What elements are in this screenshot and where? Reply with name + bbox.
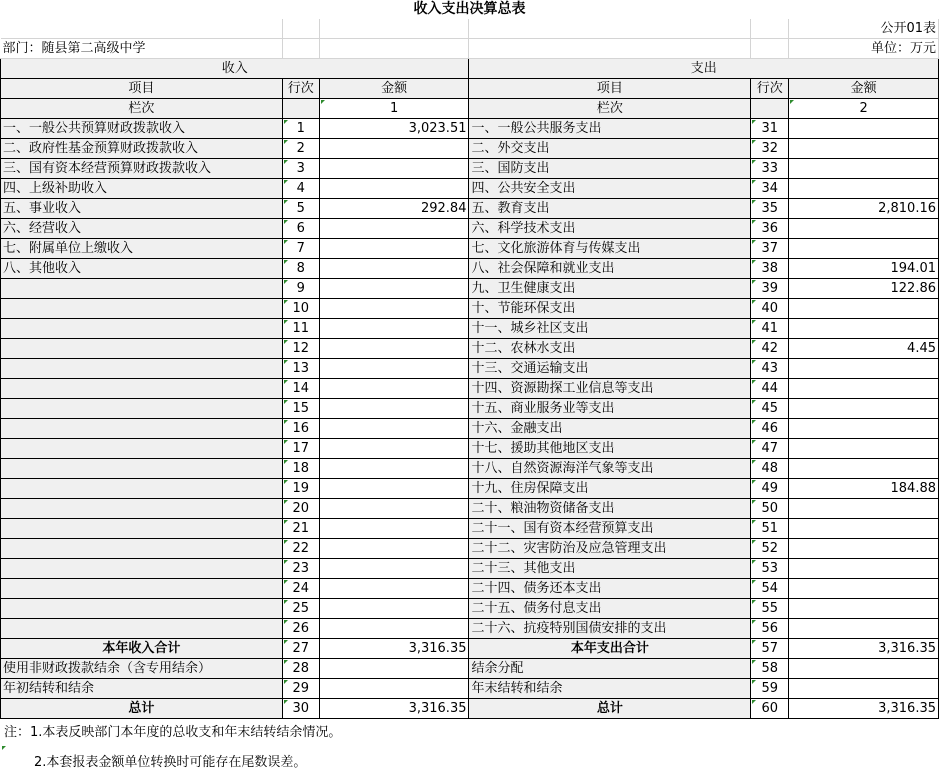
expense-row-no: 48 (751, 459, 789, 479)
expense-item: 二十二、灾害防治及应急管理支出 (469, 539, 751, 559)
income-item: 一、一般公共预算财政拨款收入 (1, 119, 283, 139)
income-amount (319, 159, 469, 179)
table-row (1, 159, 939, 179)
income-amount (319, 399, 469, 419)
expense-item: 十三、交通运输支出 (469, 359, 751, 379)
expense-row-no: 41 (751, 319, 789, 339)
income-amount (319, 559, 469, 579)
income-item (1, 299, 283, 319)
expense-amount: 194.01 (789, 259, 939, 279)
expense-amount (789, 299, 939, 319)
note-2: 2.本套报表金额单位转换时可能存在尾数误差。 (34, 755, 307, 770)
income-header: 收入 (1, 59, 469, 79)
expense-amount (789, 659, 939, 679)
income-item: 年初结转和结余 (1, 679, 283, 699)
expense-amount (789, 379, 939, 399)
income-amount (319, 259, 469, 279)
income-amount (319, 499, 469, 519)
income-row-no: 19 (282, 479, 319, 499)
expense-amount (789, 679, 939, 699)
expense-item: 年末结转和结余 (469, 679, 751, 699)
income-row-no: 16 (282, 419, 319, 439)
expense-item: 八、社会保障和就业支出 (469, 259, 751, 279)
income-row-no: 1 (282, 119, 319, 139)
expense-amount: 122.86 (789, 279, 939, 299)
expense-amount (789, 439, 939, 459)
income-lanci: 栏次 (1, 99, 283, 119)
income-row-header: 行次 (282, 79, 319, 99)
expense-amount (789, 399, 939, 419)
income-row-no: 21 (282, 519, 319, 539)
income-item (1, 479, 283, 499)
expense-amount: 184.88 (789, 479, 939, 499)
income-amount (319, 299, 469, 319)
income-row-no: 12 (282, 339, 319, 359)
expense-total-label: 总计 (469, 699, 751, 719)
expense-amount (789, 619, 939, 639)
income-row-no: 5 (282, 199, 319, 219)
table-row (1, 559, 939, 579)
table-row (1, 659, 939, 679)
expense-row-no: 46 (751, 419, 789, 439)
table-row (1, 219, 939, 239)
expense-item: 二十一、国有资本经营预算支出 (469, 519, 751, 539)
expense-item-header: 项目 (469, 79, 751, 99)
income-subtotal-no: 27 (282, 639, 319, 659)
expense-total-no: 60 (751, 699, 789, 719)
income-row-no: 28 (282, 659, 319, 679)
expense-item: 十一、城乡社区支出 (469, 319, 751, 339)
table-row (1, 599, 939, 619)
expense-item: 二十五、债务付息支出 (469, 599, 751, 619)
income-subtotal-label: 本年收入合计 (1, 639, 283, 659)
table-row (1, 339, 939, 359)
table-row (1, 519, 939, 539)
expense-amount: 2,810.16 (789, 199, 939, 219)
expense-row-no: 40 (751, 299, 789, 319)
expense-amount: 4.45 (789, 339, 939, 359)
income-item: 四、上级补助收入 (1, 179, 283, 199)
income-row-no: 14 (282, 379, 319, 399)
income-row-no: 29 (282, 679, 319, 699)
income-amount (319, 139, 469, 159)
expense-header: 支出 (469, 59, 939, 79)
expense-row-no: 47 (751, 439, 789, 459)
expense-amount (789, 459, 939, 479)
income-item (1, 559, 283, 579)
income-amount (319, 519, 469, 539)
income-item (1, 279, 283, 299)
expense-item: 九、卫生健康支出 (469, 279, 751, 299)
income-item (1, 439, 283, 459)
table-row (1, 679, 939, 699)
income-item: 七、附属单位上缴收入 (1, 239, 283, 259)
expense-subtotal-label: 本年支出合计 (469, 639, 751, 659)
note-1: 注：1.本表反映部门本年度的总收支和年末结转结余情况。 (4, 725, 342, 740)
income-amount (319, 579, 469, 599)
income-amount: 3,023.51 (319, 119, 469, 139)
expense-item: 十五、商业服务业等支出 (469, 399, 751, 419)
income-row-no: 13 (282, 359, 319, 379)
table-title: 收入支出决算总表 (413, 1, 526, 17)
table-row (1, 239, 939, 259)
expense-amount (789, 239, 939, 259)
income-amount (319, 539, 469, 559)
income-item (1, 619, 283, 639)
expense-row-no: 53 (751, 559, 789, 579)
expense-amount (789, 159, 939, 179)
expense-row-no: 31 (751, 119, 789, 139)
expense-amount (789, 599, 939, 619)
table-row (1, 499, 939, 519)
expense-row-no: 54 (751, 579, 789, 599)
expense-row-no: 58 (751, 659, 789, 679)
table-row (1, 459, 939, 479)
table-row (1, 619, 939, 639)
expense-row-no: 42 (751, 339, 789, 359)
income-amount (319, 239, 469, 259)
expense-amount (789, 119, 939, 139)
income-row-no: 26 (282, 619, 319, 639)
expense-row-no: 35 (751, 199, 789, 219)
income-subtotal-amount: 3,316.35 (319, 639, 469, 659)
income-amount (319, 179, 469, 199)
expense-amount (789, 139, 939, 159)
income-row-no: 9 (282, 279, 319, 299)
income-amount (319, 319, 469, 339)
expense-item: 一、一般公共服务支出 (469, 119, 751, 139)
expense-row-no: 33 (751, 159, 789, 179)
income-row-no: 25 (282, 599, 319, 619)
expense-item: 三、国防支出 (469, 159, 751, 179)
expense-row-no: 50 (751, 499, 789, 519)
income-item: 六、经营收入 (1, 219, 283, 239)
expense-amount (789, 499, 939, 519)
expense-lanci: 栏次 (469, 99, 751, 119)
income-row-no: 22 (282, 539, 319, 559)
table-row (1, 479, 939, 499)
expense-item: 二、外交支出 (469, 139, 751, 159)
table-row (1, 399, 939, 419)
income-total-label: 总计 (1, 699, 283, 719)
expense-item: 二十三、其他支出 (469, 559, 751, 579)
expense-item: 二十六、抗疫特别国债安排的支出 (469, 619, 751, 639)
expense-row-no: 59 (751, 679, 789, 699)
income-row-no: 4 (282, 179, 319, 199)
expense-subtotal-amount: 3,316.35 (789, 639, 939, 659)
expense-item: 四、公共安全支出 (469, 179, 751, 199)
income-row-no: 7 (282, 239, 319, 259)
income-item (1, 519, 283, 539)
expense-row-no: 52 (751, 539, 789, 559)
table-row (1, 439, 939, 459)
income-amount (319, 439, 469, 459)
expense-row-no: 39 (751, 279, 789, 299)
expense-item: 五、教育支出 (469, 199, 751, 219)
expense-item: 六、科学技术支出 (469, 219, 751, 239)
income-item: 五、事业收入 (1, 199, 283, 219)
unit-label: 单位：万元 (789, 39, 939, 59)
income-amount (319, 479, 469, 499)
table-row (1, 579, 939, 599)
income-item (1, 599, 283, 619)
department-label: 部门：随县第二高级中学 (1, 39, 283, 59)
income-amount: 292.84 (319, 199, 469, 219)
income-row-no: 3 (282, 159, 319, 179)
income-item: 使用非财政拨款结余（含专用结余） (1, 659, 283, 679)
expense-amount (789, 419, 939, 439)
expense-item: 十六、金融支出 (469, 419, 751, 439)
income-item: 八、其他收入 (1, 259, 283, 279)
income-amount-header: 金额 (319, 79, 469, 99)
expense-row-no: 36 (751, 219, 789, 239)
expense-row-no: 51 (751, 519, 789, 539)
expense-row-no: 34 (751, 179, 789, 199)
subtotal-row (1, 639, 939, 659)
expense-amount (789, 539, 939, 559)
expense-row-no: 56 (751, 619, 789, 639)
income-row-no: 8 (282, 259, 319, 279)
income-item (1, 419, 283, 439)
table-row (1, 259, 939, 279)
table-row (1, 179, 939, 199)
income-row-no: 6 (282, 219, 319, 239)
expense-item: 七、文化旅游体育与传媒支出 (469, 239, 751, 259)
income-row-no: 15 (282, 399, 319, 419)
expense-amount (789, 559, 939, 579)
income-total-no: 30 (282, 699, 319, 719)
income-amount (319, 619, 469, 639)
table-row (1, 379, 939, 399)
income-item (1, 579, 283, 599)
expense-row-no: 49 (751, 479, 789, 499)
income-column-number: 1 (319, 99, 469, 119)
table-row (1, 539, 939, 559)
expense-subtotal-no: 57 (751, 639, 789, 659)
income-item (1, 319, 283, 339)
table-row (1, 319, 939, 339)
table-row (1, 199, 939, 219)
income-row-no: 18 (282, 459, 319, 479)
expense-row-no: 44 (751, 379, 789, 399)
income-amount (319, 459, 469, 479)
income-row-no: 24 (282, 579, 319, 599)
income-amount (319, 339, 469, 359)
table-row (1, 279, 939, 299)
expense-amount-header: 金额 (789, 79, 939, 99)
expense-amount (789, 219, 939, 239)
expense-amount (789, 359, 939, 379)
income-amount (319, 679, 469, 699)
income-item: 二、政府性基金预算财政拨款收入 (1, 139, 283, 159)
expense-amount (789, 179, 939, 199)
expense-item: 十二、农林水支出 (469, 339, 751, 359)
income-amount (319, 419, 469, 439)
income-row-no: 2 (282, 139, 319, 159)
table-row (1, 119, 939, 139)
income-item (1, 379, 283, 399)
expense-item: 十四、资源勘探工业信息等支出 (469, 379, 751, 399)
income-row-no: 11 (282, 319, 319, 339)
expense-row-no: 32 (751, 139, 789, 159)
income-item (1, 459, 283, 479)
expense-row-no: 43 (751, 359, 789, 379)
expense-total-amount: 3,316.35 (789, 699, 939, 719)
expense-row-header: 行次 (751, 79, 789, 99)
income-amount (319, 599, 469, 619)
expense-item: 十、节能环保支出 (469, 299, 751, 319)
income-row-no: 23 (282, 559, 319, 579)
expense-amount (789, 319, 939, 339)
income-row-no: 17 (282, 439, 319, 459)
expense-item: 十九、住房保障支出 (469, 479, 751, 499)
expense-row-no: 55 (751, 599, 789, 619)
income-item (1, 359, 283, 379)
income-item-header: 项目 (1, 79, 283, 99)
income-item (1, 539, 283, 559)
income-amount (319, 219, 469, 239)
table-row (1, 299, 939, 319)
expense-amount (789, 519, 939, 539)
expense-item: 十八、自然资源海洋气象等支出 (469, 459, 751, 479)
income-amount (319, 379, 469, 399)
income-total-amount: 3,316.35 (319, 699, 469, 719)
form-code: 公开01表 (789, 19, 939, 39)
expense-row-no: 38 (751, 259, 789, 279)
income-row-no: 10 (282, 299, 319, 319)
income-row-no: 20 (282, 499, 319, 519)
table-row (1, 359, 939, 379)
total-row (1, 699, 939, 719)
expense-item: 十七、援助其他地区支出 (469, 439, 751, 459)
income-item (1, 499, 283, 519)
expense-row-no: 45 (751, 399, 789, 419)
expense-column-number: 2 (789, 99, 939, 119)
expense-amount (789, 579, 939, 599)
income-item (1, 339, 283, 359)
expense-row-no: 37 (751, 239, 789, 259)
expense-item: 二十、粮油物资储备支出 (469, 499, 751, 519)
income-amount (319, 279, 469, 299)
income-item: 三、国有资本经营预算财政拨款收入 (1, 159, 283, 179)
expense-item: 结余分配 (469, 659, 751, 679)
income-amount (319, 359, 469, 379)
income-amount (319, 659, 469, 679)
income-item (1, 399, 283, 419)
table-row (1, 139, 939, 159)
table-row (1, 419, 939, 439)
expense-item: 二十四、债务还本支出 (469, 579, 751, 599)
